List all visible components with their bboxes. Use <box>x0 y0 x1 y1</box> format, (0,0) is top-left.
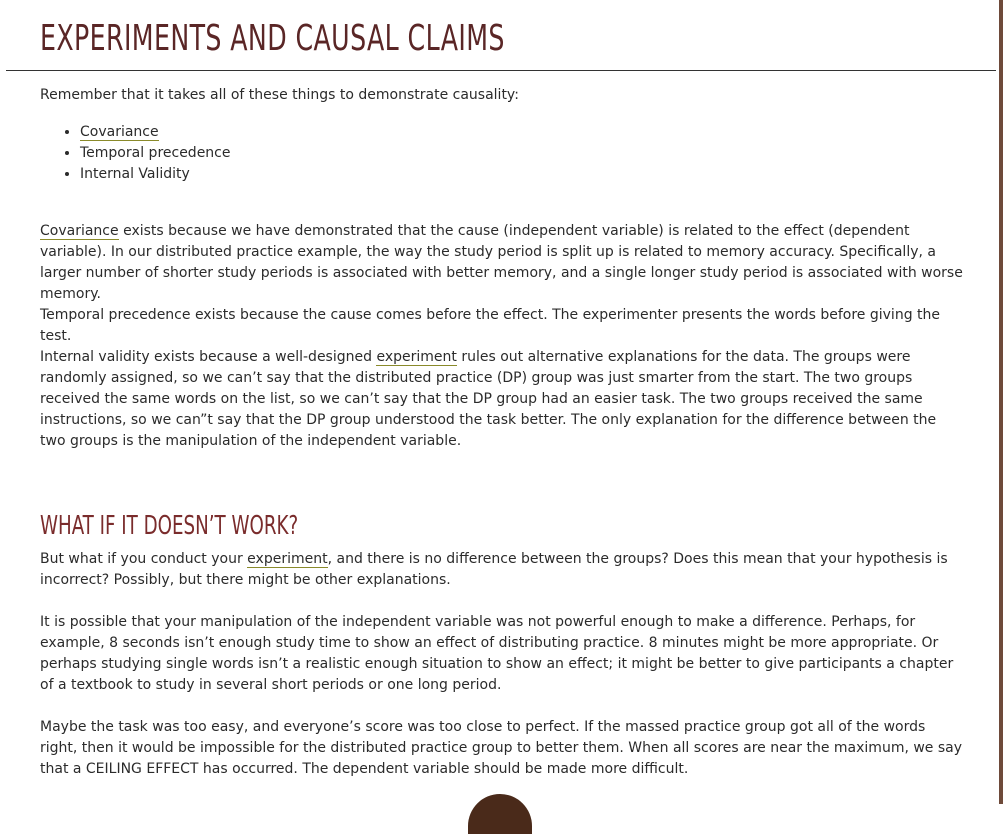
image-partial <box>468 794 532 834</box>
internal-validity-paragraph <box>40 347 965 452</box>
experiment-link-2[interactable]: experiment <box>247 551 328 567</box>
list-item: • Temporal precedence <box>80 143 231 164</box>
temporal-precedence-paragraph: Temporal precedence exists because the cause comes before the effect. The experimenter presents the words before giving the test. <box>40 307 941 344</box>
list-item: • Internal Validity <box>80 164 231 185</box>
page-edge-border <box>999 0 1003 804</box>
fail-text-before: But what if you conduct your <box>40 551 248 567</box>
covariance-inline-link[interactable]: Covariance <box>40 223 119 239</box>
fail-text-after: , and there is no difference between the groups? Does this mean that your hypothesis is incorrect? Possibly, but there might be other explanations. <box>40 551 948 588</box>
causality-criteria-list <box>40 122 231 185</box>
manipulation-paragraph: It is possible that your manipulation of the independent variable was not powerful enough to make a difference. Perhaps, for example, 8 seconds isn’t enough study time to show an effect of distributing practice. 8 minutes might be more appropriate. Or perhaps studying single words isn’t a realistic enough situation to show an effect; it might be better to give participants a chapter of a textbook to study in several short periods or one long period. <box>40 614 954 693</box>
covariance-text: exists because we have demonstrated that the cause (independent variable) is related to the effect (dependent variable). In our distributed practice example, the way the study period is split up is related to memory accuracy. Specifically, a larger number of shorter study periods is associated with better memory, and a single longer study period is associated with worse memory. <box>40 223 963 302</box>
internal-text-before: Internal validity exists because a well-designed <box>40 349 377 365</box>
section-heading: WHAT IF IT DOESN’T WORK? <box>40 511 299 541</box>
covariance-paragraph <box>40 221 965 305</box>
no-difference-paragraph <box>40 549 965 591</box>
intro-text: Remember that it takes all of these things to demonstrate causality: <box>40 87 519 103</box>
title-divider <box>6 70 996 71</box>
list-item[interactable] <box>80 122 231 143</box>
covariance-link[interactable]: Covariance <box>80 124 159 140</box>
experiment-link[interactable]: experiment <box>376 349 457 365</box>
ceiling-effect-paragraph: Maybe the task was too easy, and everyone’s score was too close to perfect. If the massed practice group got all of the words right, then it would be impossible for the distributed practice group to better them. When all scores are near the maximum, we say that a CEILING EFFECT has occurred. The dependent variable should be made more difficult. <box>40 719 963 777</box>
internal-text-after: rules out alternative explanations for the data. The groups were randomly assigned, so we can’t say that the distributed practice (DP) group was just smarter from the start. The two groups received the same words on the list, so we can’t say that the DP group had an easier task. The two groups received the same instructions, so we can”t say that the DP group understood the task better. The only explanation for the difference between the two groups is the manipulation of the independent variable. <box>40 349 937 449</box>
page-title: EXPERIMENTS AND CAUSAL CLAIMS <box>40 18 505 59</box>
